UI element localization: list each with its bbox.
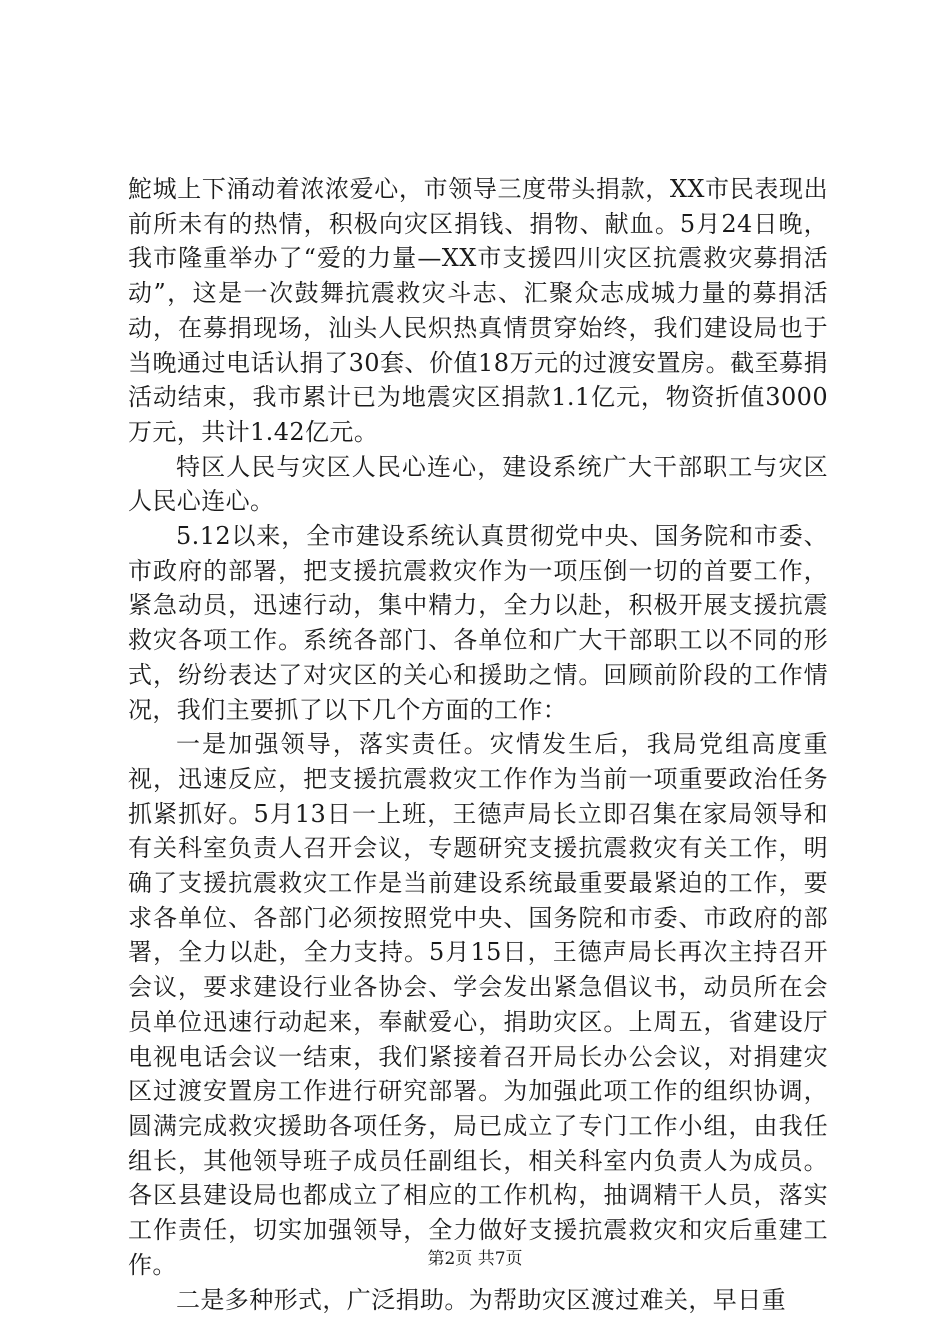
paragraph-1: 鮀城上下涌动着浓浓爱心，市领导三度带头捐款，XX市民表现出前所未有的热情，积极向灾区捐钱、捐物、献血。5月24日晚，我市隆重举办了“爱的力量—XX市支援四川灾区抗震救灾募捐活动”，这是一次鼓舞抗震救灾斗志、汇聚众志成城力量的募捐活动，在募捐现场，汕头人民炽热真情贯穿始终，我们建设局也于当晚通过电话认捐了30套、价值18万元的过渡安置房。截至募捐活动结束，我市累计已为地震灾区捐款1.1亿元，物资折值3000万元，共计1.42亿元。: [128, 175, 828, 446]
document-body: [128, 172, 828, 1317]
paragraph-4: 一是加强领导，落实责任。灾情发生后，我局党组高度重视，迅速反应，把支援抗震救灾工作作为当前一项重要政治任务抓紧抓好。5月13日一上班，王德声局长立即召集在家局领导和有关科室负责人召开会议，专题研究支援抗震救灾有关工作，明确了支援抗震救灾工作是当前建设系统最重要最紧迫的工作，要求各单位、各部门必须按照党中央、国务院和市委、市政府的部署，全力以赴，全力支持。5月15日，王德声局长再次主持召开会议，要求建设行业各协会、学会发出紧急倡议书，动员所在会员单位迅速行动起来，奉献爱心，捐助灾区。上周五，省建设厅电视电话会议一结束，我们紧接着召开局长办公会议，对捐建灾区过渡安置房工作进行研究部署。为加强此项工作的组织协调，圆满完成救灾援助各项任务，局已成立了专门工作小组，由我任组长，其他领导班子成员任副组长，相关科室内负责人为成员。各区县建设局也都成立了相应的工作机构，抽调精干人员，落实工作责任，切实加强领导，全力做好支援抗震救灾和灾后重建工作。: [128, 730, 828, 1279]
page-number-footer: 第2页 共7页: [427, 1249, 523, 1269]
paragraph-5: 二是多种形式，广泛捐助。为帮助灾区渡过难关，早日重: [176, 1285, 786, 1314]
paragraph-3: 5.12以来，全市建设系统认真贯彻党中央、国务院和市委、市政府的部署，把支援抗震救灾作为一项压倒一切的首要工作，紧急动员，迅速行动，集中精力，全力以赴，积极开展支援抗震救灾各项工作。系统各部门、各单位和广大干部职工以不同的形式，纷纷表达了对灾区的关心和援助之情。回顾前阶段的工作情况，我们主要抓了以下几个方面的工作：: [128, 522, 828, 724]
paragraph-2: 特区人民与灾区人民心连心，建设系统广大干部职工与灾区人民心连心。: [128, 452, 828, 516]
